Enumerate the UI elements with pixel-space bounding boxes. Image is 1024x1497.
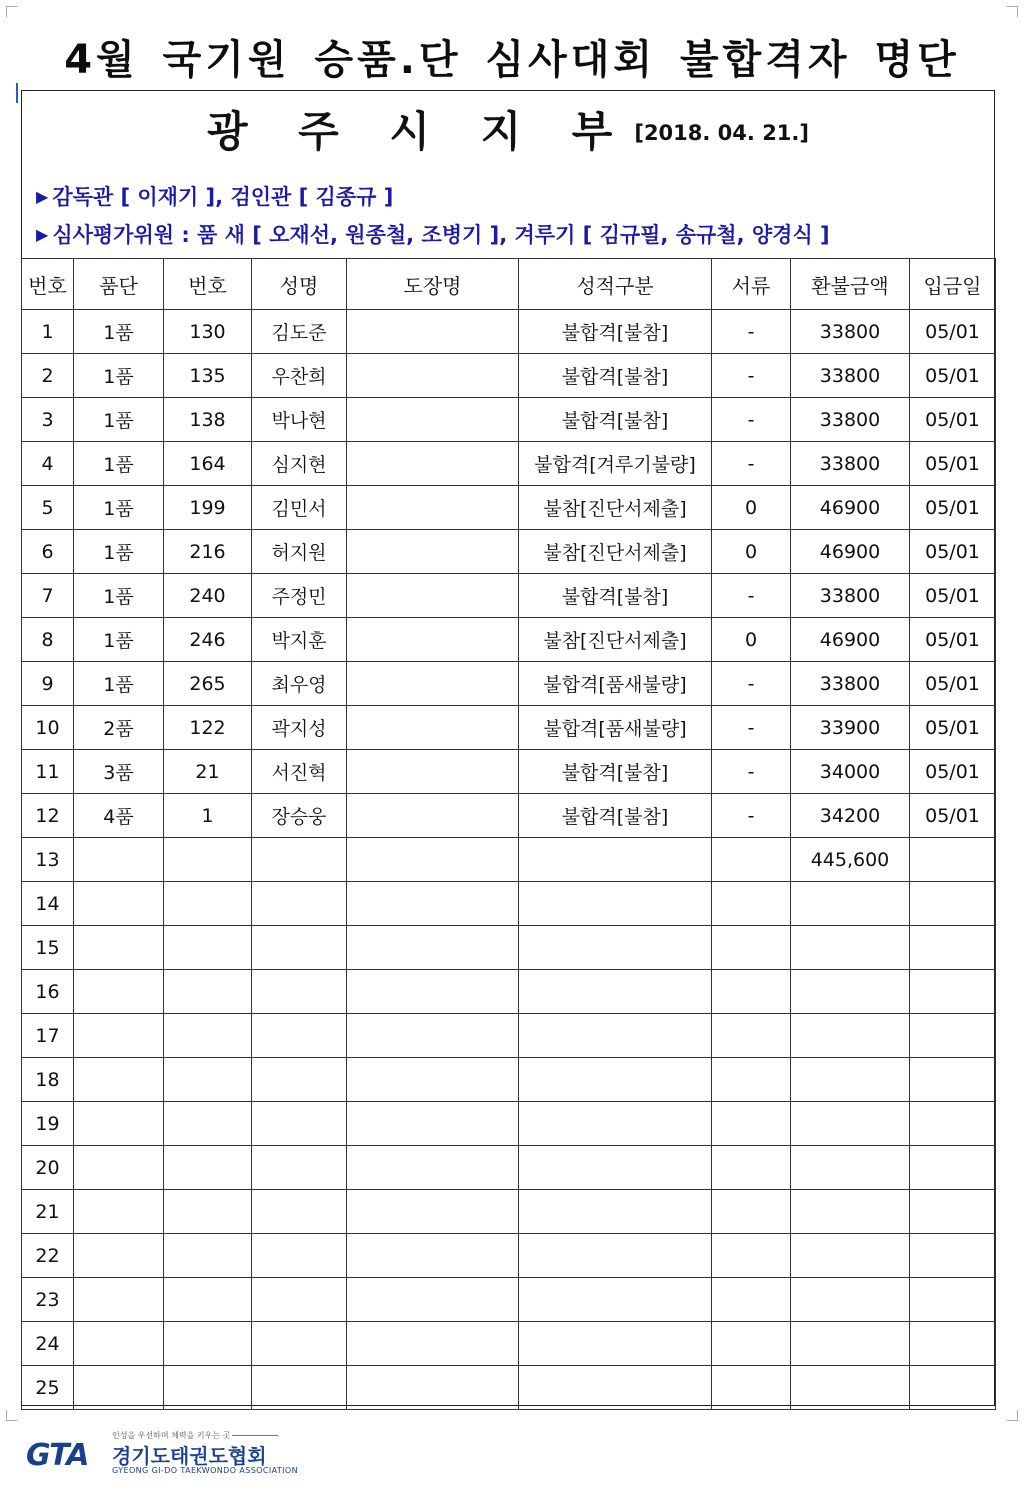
document-cell xyxy=(712,1102,791,1146)
result-cell xyxy=(519,970,712,1014)
name-cell xyxy=(252,926,347,970)
result-cell xyxy=(519,1366,712,1410)
refund-amount-cell: 445,600 xyxy=(791,838,910,882)
refund-amount-cell xyxy=(791,1366,910,1410)
name-cell xyxy=(252,1322,347,1366)
grade-cell: 3품 xyxy=(74,750,164,794)
row-number-cell: 24 xyxy=(22,1322,74,1366)
refund-amount-cell xyxy=(791,1014,910,1058)
row-number-cell: 11 xyxy=(22,750,74,794)
grade-cell xyxy=(74,1234,164,1278)
applicant-number-cell xyxy=(164,838,252,882)
document-cell xyxy=(712,1234,791,1278)
branch-date: [2018. 04. 21.] xyxy=(634,121,809,145)
name-cell xyxy=(252,1014,347,1058)
grade-cell xyxy=(74,882,164,926)
page-corner-mark xyxy=(6,6,17,17)
result-cell: 불합격[겨루기불량] xyxy=(519,442,712,486)
document-cell: 0 xyxy=(712,618,791,662)
document-cell xyxy=(712,1366,791,1410)
row-number-cell: 13 xyxy=(22,838,74,882)
result-cell xyxy=(519,1058,712,1102)
table-row xyxy=(22,354,996,398)
document-cell xyxy=(712,1058,791,1102)
document-cell: - xyxy=(712,310,791,354)
logo-text: GTA xyxy=(26,1438,89,1473)
table-row xyxy=(22,398,996,442)
result-cell: 불합격[불참] xyxy=(519,354,712,398)
column-header: 품단 xyxy=(74,259,164,310)
document-cell xyxy=(712,1322,791,1366)
deposit-date-cell: 05/01 xyxy=(910,354,996,398)
refund-amount-cell: 33800 xyxy=(791,574,910,618)
table-row xyxy=(22,750,996,794)
grade-cell: 2품 xyxy=(74,706,164,750)
row-number-cell: 10 xyxy=(22,706,74,750)
grade-cell xyxy=(74,1366,164,1410)
officials-line-supervisors xyxy=(36,181,393,211)
slogan: 인성을 우선하며 체력을 키우는 곳 xyxy=(112,1431,231,1440)
refund-amount-cell xyxy=(791,926,910,970)
refund-amount-cell xyxy=(791,1102,910,1146)
document-cell xyxy=(712,1146,791,1190)
row-number-cell: 21 xyxy=(22,1190,74,1234)
refund-amount-cell: 33900 xyxy=(791,706,910,750)
applicant-number-cell xyxy=(164,1190,252,1234)
table-row xyxy=(22,1322,996,1366)
dojang-cell xyxy=(347,398,519,442)
row-number-cell: 2 xyxy=(22,354,74,398)
applicant-number-cell: 130 xyxy=(164,310,252,354)
officials-text: 심사평가위원 : 품 새 [ 오재선, 원종철, 조병기 ], 겨루기 [ 김규필, 송규철, 양경식 ] xyxy=(52,223,830,247)
applicant-number-cell xyxy=(164,882,252,926)
document-cell: - xyxy=(712,574,791,618)
row-number-cell: 17 xyxy=(22,1014,74,1058)
grade-cell: 1품 xyxy=(74,486,164,530)
applicant-number-cell: 240 xyxy=(164,574,252,618)
result-cell: 불합격[불참] xyxy=(519,574,712,618)
row-number-cell: 22 xyxy=(22,1234,74,1278)
deposit-date-cell xyxy=(910,882,996,926)
name-cell: 우찬희 xyxy=(252,354,347,398)
dojang-cell xyxy=(347,970,519,1014)
grade-cell: 1품 xyxy=(74,530,164,574)
column-header: 서류 xyxy=(712,259,791,310)
table-row xyxy=(22,486,996,530)
dojang-cell xyxy=(347,574,519,618)
dojang-cell xyxy=(347,1102,519,1146)
applicant-number-cell: 122 xyxy=(164,706,252,750)
refund-amount-cell: 46900 xyxy=(791,486,910,530)
name-cell: 박나현 xyxy=(252,398,347,442)
row-number-cell: 9 xyxy=(22,662,74,706)
table-row xyxy=(22,662,996,706)
deposit-date-cell: 05/01 xyxy=(910,310,996,354)
dojang-cell xyxy=(347,706,519,750)
result-cell: 불합격[품새불량] xyxy=(519,706,712,750)
row-number-cell: 5 xyxy=(22,486,74,530)
result-cell: 불참[진단서제출] xyxy=(519,618,712,662)
branch-name: 광 주 시 지 부 xyxy=(206,107,631,156)
refund-amount-cell xyxy=(791,1322,910,1366)
result-cell: 불참[진단서제출] xyxy=(519,486,712,530)
result-cell: 불합격[불참] xyxy=(519,750,712,794)
table-row xyxy=(22,442,996,486)
result-cell: 불합격[불참] xyxy=(519,398,712,442)
grade-cell xyxy=(74,926,164,970)
table-row xyxy=(22,1146,996,1190)
table-row xyxy=(22,1234,996,1278)
dojang-cell xyxy=(347,1322,519,1366)
table-row xyxy=(22,1366,996,1410)
name-cell: 최우영 xyxy=(252,662,347,706)
name-cell: 장승웅 xyxy=(252,794,347,838)
refund-amount-cell xyxy=(791,1190,910,1234)
roster-sheet xyxy=(21,90,995,1406)
applicant-number-cell xyxy=(164,1146,252,1190)
table-row xyxy=(22,926,996,970)
grade-cell xyxy=(74,1014,164,1058)
document-cell: - xyxy=(712,706,791,750)
deposit-date-cell xyxy=(910,1190,996,1234)
row-number-cell: 23 xyxy=(22,1278,74,1322)
deposit-date-cell: 05/01 xyxy=(910,398,996,442)
applicant-number-cell: 138 xyxy=(164,398,252,442)
deposit-date-cell xyxy=(910,1014,996,1058)
grade-cell: 1품 xyxy=(74,354,164,398)
applicant-number-cell xyxy=(164,1366,252,1410)
row-number-cell: 12 xyxy=(22,794,74,838)
row-number-cell: 14 xyxy=(22,882,74,926)
table-row xyxy=(22,1102,996,1146)
row-number-cell: 7 xyxy=(22,574,74,618)
column-header: 번호 xyxy=(22,259,74,310)
dojang-cell xyxy=(347,662,519,706)
name-cell xyxy=(252,1058,347,1102)
table-row xyxy=(22,706,996,750)
dojang-cell xyxy=(347,442,519,486)
refund-amount-cell: 33800 xyxy=(791,310,910,354)
dojang-cell xyxy=(347,1146,519,1190)
table-row xyxy=(22,1058,996,1102)
dojang-cell xyxy=(347,750,519,794)
document-cell: - xyxy=(712,662,791,706)
row-number-cell: 3 xyxy=(22,398,74,442)
name-cell xyxy=(252,1278,347,1322)
dojang-cell xyxy=(347,1058,519,1102)
applicant-number-cell: 216 xyxy=(164,530,252,574)
officials-text: 감독관 [ 이재기 ], 검인관 [ 김종규 ] xyxy=(52,185,394,209)
organization-name: 경기도태권도협회 xyxy=(112,1444,267,1468)
dojang-cell xyxy=(347,1278,519,1322)
column-header: 성적구분 xyxy=(519,259,712,310)
text-cursor xyxy=(16,83,18,103)
grade-cell: 1품 xyxy=(74,618,164,662)
name-cell: 주정민 xyxy=(252,574,347,618)
dojang-cell xyxy=(347,354,519,398)
dojang-cell xyxy=(347,838,519,882)
deposit-date-cell: 05/01 xyxy=(910,574,996,618)
row-number-cell: 18 xyxy=(22,1058,74,1102)
column-header: 도장명 xyxy=(347,259,519,310)
deposit-date-cell xyxy=(910,970,996,1014)
column-header: 번호 xyxy=(164,259,252,310)
refund-amount-cell xyxy=(791,1058,910,1102)
deposit-date-cell: 05/01 xyxy=(910,618,996,662)
name-cell xyxy=(252,1366,347,1410)
document-cell: - xyxy=(712,398,791,442)
applicant-number-cell xyxy=(164,1234,252,1278)
document-cell xyxy=(712,1190,791,1234)
page-corner-mark xyxy=(6,1410,17,1421)
dojang-cell xyxy=(347,310,519,354)
deposit-date-cell: 05/01 xyxy=(910,662,996,706)
dojang-cell xyxy=(347,1190,519,1234)
name-cell: 박지훈 xyxy=(252,618,347,662)
applicant-number-cell xyxy=(164,970,252,1014)
result-cell xyxy=(519,1014,712,1058)
refund-amount-cell xyxy=(791,970,910,1014)
name-cell: 김도준 xyxy=(252,310,347,354)
document-cell: - xyxy=(712,794,791,838)
association-logo-icon xyxy=(26,1438,88,1473)
table-header-row xyxy=(22,259,996,310)
name-cell: 김민서 xyxy=(252,486,347,530)
roster-table xyxy=(21,258,996,1410)
grade-cell xyxy=(74,970,164,1014)
dojang-cell xyxy=(347,1234,519,1278)
applicant-number-cell xyxy=(164,1322,252,1366)
deposit-date-cell xyxy=(910,1058,996,1102)
deposit-date-cell: 05/01 xyxy=(910,442,996,486)
table-row xyxy=(22,530,996,574)
deposit-date-cell xyxy=(910,1234,996,1278)
applicant-number-cell: 164 xyxy=(164,442,252,486)
deposit-date-cell xyxy=(910,1102,996,1146)
document-cell: - xyxy=(712,442,791,486)
row-number-cell: 4 xyxy=(22,442,74,486)
column-header: 성명 xyxy=(252,259,347,310)
table-row xyxy=(22,618,996,662)
document-cell xyxy=(712,926,791,970)
roster-table-body xyxy=(22,310,996,1410)
result-cell xyxy=(519,926,712,970)
branch-header xyxy=(22,99,994,159)
deposit-date-cell: 05/01 xyxy=(910,750,996,794)
column-header: 환불금액 xyxy=(791,259,910,310)
applicant-number-cell: 265 xyxy=(164,662,252,706)
deposit-date-cell xyxy=(910,1278,996,1322)
refund-amount-cell: 46900 xyxy=(791,530,910,574)
result-cell xyxy=(519,1278,712,1322)
applicant-number-cell: 246 xyxy=(164,618,252,662)
deposit-date-cell xyxy=(910,1322,996,1366)
document-cell: - xyxy=(712,354,791,398)
result-cell xyxy=(519,1322,712,1366)
document-cell: 0 xyxy=(712,486,791,530)
refund-amount-cell: 33800 xyxy=(791,398,910,442)
dojang-cell xyxy=(347,486,519,530)
refund-amount-cell xyxy=(791,1278,910,1322)
refund-amount-cell: 34000 xyxy=(791,750,910,794)
deposit-date-cell: 05/01 xyxy=(910,794,996,838)
grade-cell xyxy=(74,1278,164,1322)
table-row xyxy=(22,1014,996,1058)
deposit-date-cell xyxy=(910,838,996,882)
result-cell: 불합격[품새불량] xyxy=(519,662,712,706)
grade-cell: 1품 xyxy=(74,662,164,706)
table-row xyxy=(22,1278,996,1322)
deposit-date-cell: 05/01 xyxy=(910,486,996,530)
name-cell: 허지원 xyxy=(252,530,347,574)
footer-logo xyxy=(26,1428,346,1484)
applicant-number-cell: 21 xyxy=(164,750,252,794)
dojang-cell xyxy=(347,882,519,926)
document-cell xyxy=(712,970,791,1014)
result-cell xyxy=(519,838,712,882)
table-row xyxy=(22,970,996,1014)
name-cell: 서진혁 xyxy=(252,750,347,794)
name-cell xyxy=(252,1146,347,1190)
column-header: 입금일 xyxy=(910,259,996,310)
refund-amount-cell xyxy=(791,1234,910,1278)
table-row xyxy=(22,794,996,838)
name-cell xyxy=(252,882,347,926)
divider xyxy=(232,1435,278,1436)
applicant-number-cell xyxy=(164,1014,252,1058)
row-number-cell: 25 xyxy=(22,1366,74,1410)
applicant-number-cell xyxy=(164,1278,252,1322)
document-cell xyxy=(712,838,791,882)
applicant-number-cell xyxy=(164,1102,252,1146)
name-cell xyxy=(252,970,347,1014)
dojang-cell xyxy=(347,926,519,970)
applicant-number-cell: 199 xyxy=(164,486,252,530)
grade-cell xyxy=(74,1058,164,1102)
name-cell xyxy=(252,838,347,882)
document-title: 4월 국기원 승품.단 심사대회 불합격자 명단 xyxy=(64,37,960,83)
row-number-cell: 16 xyxy=(22,970,74,1014)
grade-cell: 4품 xyxy=(74,794,164,838)
applicant-number-cell xyxy=(164,1058,252,1102)
dojang-cell xyxy=(347,618,519,662)
dojang-cell xyxy=(347,1366,519,1410)
name-cell: 곽지성 xyxy=(252,706,347,750)
officials-line-evaluators xyxy=(36,219,830,249)
name-cell xyxy=(252,1190,347,1234)
result-cell xyxy=(519,1146,712,1190)
result-cell: 불참[진단서제출] xyxy=(519,530,712,574)
result-cell xyxy=(519,882,712,926)
refund-amount-cell: 33800 xyxy=(791,354,910,398)
grade-cell: 1품 xyxy=(74,442,164,486)
table-row xyxy=(22,838,996,882)
row-number-cell: 6 xyxy=(22,530,74,574)
deposit-date-cell xyxy=(910,1366,996,1410)
refund-amount-cell: 33800 xyxy=(791,442,910,486)
grade-cell xyxy=(74,1146,164,1190)
table-row xyxy=(22,310,996,354)
row-number-cell: 8 xyxy=(22,618,74,662)
deposit-date-cell: 05/01 xyxy=(910,706,996,750)
triangle-bullet-icon: ▶ xyxy=(36,187,49,206)
name-cell: 심지현 xyxy=(252,442,347,486)
deposit-date-cell xyxy=(910,926,996,970)
applicant-number-cell xyxy=(164,926,252,970)
dojang-cell xyxy=(347,530,519,574)
deposit-date-cell: 05/01 xyxy=(910,530,996,574)
row-number-cell: 1 xyxy=(22,310,74,354)
page-corner-mark xyxy=(1007,6,1018,17)
result-cell: 불합격[불참] xyxy=(519,794,712,838)
triangle-bullet-icon: ▶ xyxy=(36,225,49,244)
table-row xyxy=(22,574,996,618)
page-corner-mark xyxy=(1007,1410,1018,1421)
grade-cell: 1품 xyxy=(74,574,164,618)
document-cell xyxy=(712,1278,791,1322)
applicant-number-cell: 1 xyxy=(164,794,252,838)
organization-name-english: GYEONG GI-DO TAEKWONDO ASSOCIATION xyxy=(112,1466,299,1475)
dojang-cell xyxy=(347,794,519,838)
refund-amount-cell xyxy=(791,882,910,926)
result-cell xyxy=(519,1102,712,1146)
document-cell: - xyxy=(712,750,791,794)
refund-amount-cell xyxy=(791,1146,910,1190)
row-number-cell: 19 xyxy=(22,1102,74,1146)
grade-cell: 1품 xyxy=(74,398,164,442)
refund-amount-cell: 33800 xyxy=(791,662,910,706)
table-row xyxy=(22,1190,996,1234)
refund-amount-cell: 34200 xyxy=(791,794,910,838)
result-cell xyxy=(519,1190,712,1234)
grade-cell xyxy=(74,1322,164,1366)
name-cell xyxy=(252,1102,347,1146)
result-cell xyxy=(519,1234,712,1278)
grade-cell xyxy=(74,1190,164,1234)
result-cell: 불합격[불참] xyxy=(519,310,712,354)
refund-amount-cell: 46900 xyxy=(791,618,910,662)
row-number-cell: 15 xyxy=(22,926,74,970)
grade-cell: 1품 xyxy=(74,310,164,354)
document-cell xyxy=(712,882,791,926)
row-number-cell: 20 xyxy=(22,1146,74,1190)
deposit-date-cell xyxy=(910,1146,996,1190)
grade-cell xyxy=(74,838,164,882)
grade-cell xyxy=(74,1102,164,1146)
table-row xyxy=(22,882,996,926)
dojang-cell xyxy=(347,1014,519,1058)
applicant-number-cell: 135 xyxy=(164,354,252,398)
name-cell xyxy=(252,1234,347,1278)
document-cell: 0 xyxy=(712,530,791,574)
document-cell xyxy=(712,1014,791,1058)
